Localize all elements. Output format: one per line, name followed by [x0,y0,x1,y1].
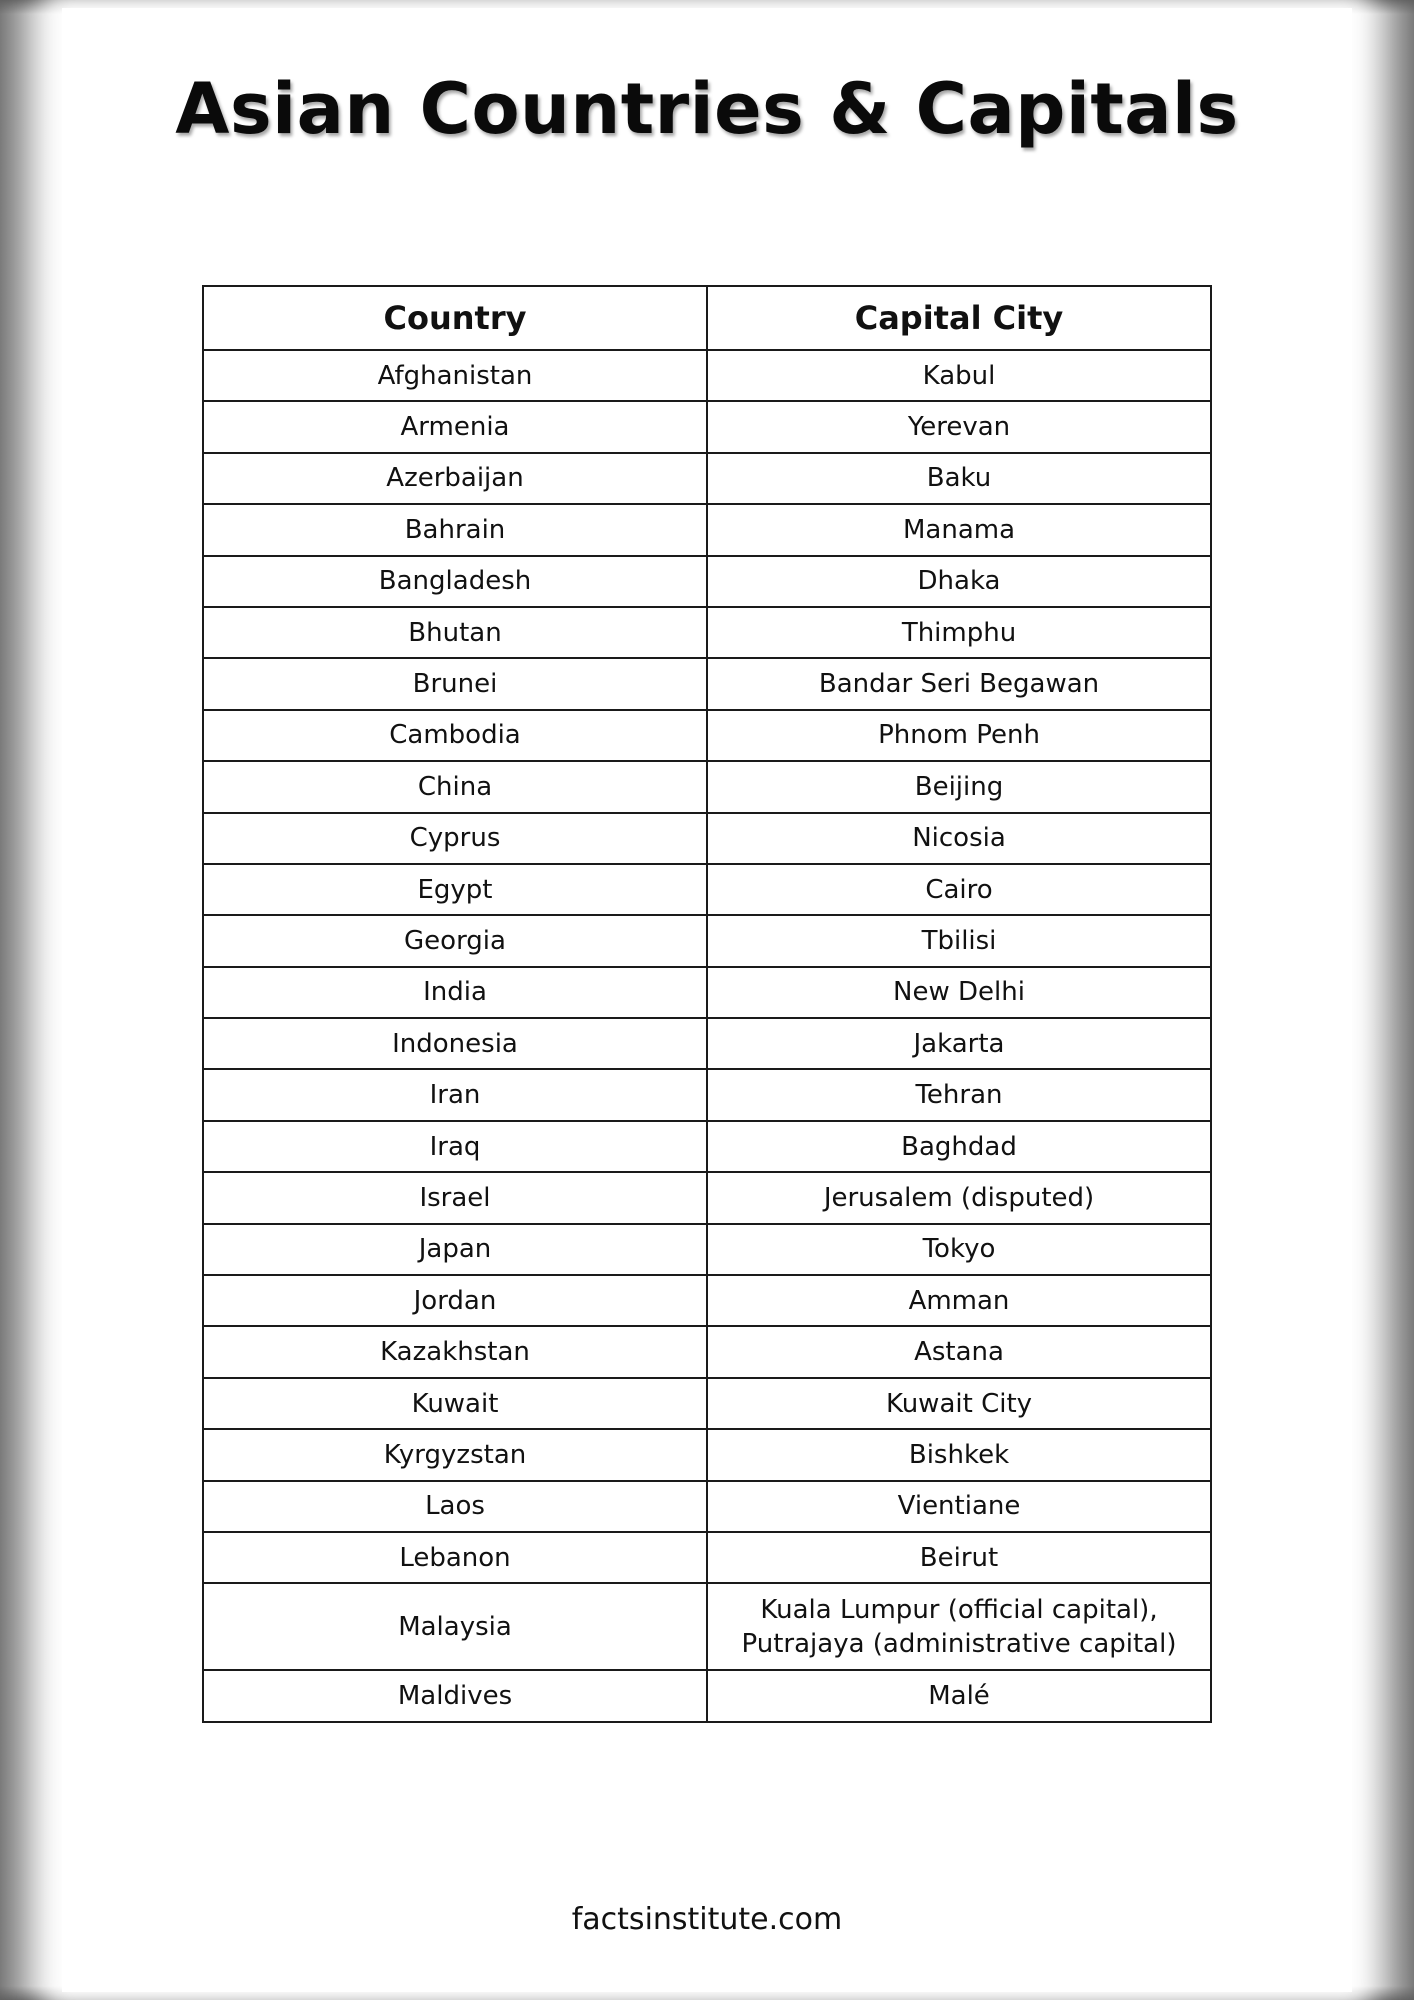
capital-cell: Astana [707,1326,1211,1377]
table-row [203,1069,1211,1120]
capital-cell: Phnom Penh [707,710,1211,761]
country-cell: Afghanistan [203,350,707,401]
country-cell: Azerbaijan [203,453,707,504]
capital-cell: Beijing [707,761,1211,812]
footer-website: factsinstitute.com [571,1902,843,1937]
country-cell: Kazakhstan [203,1326,707,1377]
table-row [203,1275,1211,1326]
country-cell: Lebanon [203,1532,707,1583]
country-cell: China [203,761,707,812]
capital-cell: Manama [707,504,1211,555]
capital-cell: Jerusalem (disputed) [707,1172,1211,1223]
header-country: Country [203,286,707,350]
country-cell: Brunei [203,658,707,709]
table-row [203,761,1211,812]
country-cell: Armenia [203,401,707,452]
table-row [203,1172,1211,1223]
table-row [203,658,1211,709]
header-capital-city: Capital City [707,286,1211,350]
table-row [203,1670,1211,1721]
table-row [203,1532,1211,1583]
countries-capitals-table [202,285,1212,1723]
page-title: Asian Countries & Capitals [175,68,1239,150]
capital-cell: Nicosia [707,813,1211,864]
table-row [203,1326,1211,1377]
capital-cell: Kuala Lumpur (official capital), Putrajaya (administrative capital) [707,1583,1211,1670]
table-row [203,350,1211,401]
capital-cell: Tehran [707,1069,1211,1120]
table-row [203,453,1211,504]
capital-cell: Baku [707,453,1211,504]
country-cell: Kyrgyzstan [203,1429,707,1480]
country-cell: Indonesia [203,1018,707,1069]
country-cell: Bangladesh [203,556,707,607]
table-body [203,350,1211,1722]
table-row [203,556,1211,607]
table-row [203,504,1211,555]
capital-cell: Dhaka [707,556,1211,607]
capital-cell: Tbilisi [707,915,1211,966]
capital-cell: Tokyo [707,1224,1211,1275]
capital-cell: Bishkek [707,1429,1211,1480]
table-row [203,1018,1211,1069]
table-row [203,1429,1211,1480]
capital-cell: Baghdad [707,1121,1211,1172]
capital-cell: Jakarta [707,1018,1211,1069]
capital-cell: Thimphu [707,607,1211,658]
country-cell: Malaysia [203,1583,707,1670]
country-cell: Japan [203,1224,707,1275]
country-cell: Jordan [203,1275,707,1326]
country-cell: Cyprus [203,813,707,864]
table-row [203,864,1211,915]
country-cell: Iran [203,1069,707,1120]
capital-cell: Kabul [707,350,1211,401]
table-row [203,401,1211,452]
country-cell: Laos [203,1481,707,1532]
capital-cell: Kuwait City [707,1378,1211,1429]
country-cell: Kuwait [203,1378,707,1429]
capital-cell: Cairo [707,864,1211,915]
table-row [203,607,1211,658]
table-row [203,1481,1211,1532]
table-row [203,710,1211,761]
country-cell: Bhutan [203,607,707,658]
country-cell: Egypt [203,864,707,915]
country-cell: Cambodia [203,710,707,761]
country-cell: Iraq [203,1121,707,1172]
capital-cell: New Delhi [707,967,1211,1018]
table-row [203,967,1211,1018]
capital-cell: Malé [707,1670,1211,1721]
table-row [203,1378,1211,1429]
table-row [203,915,1211,966]
table-row [203,1583,1211,1670]
table-header-row [203,286,1211,350]
capital-cell: Vientiane [707,1481,1211,1532]
country-cell: Israel [203,1172,707,1223]
table-row [203,1224,1211,1275]
table-row [203,1121,1211,1172]
capital-cell: Beirut [707,1532,1211,1583]
capital-cell: Yerevan [707,401,1211,452]
country-cell: India [203,967,707,1018]
capital-cell: Bandar Seri Begawan [707,658,1211,709]
country-cell: Maldives [203,1670,707,1721]
table-row [203,813,1211,864]
country-cell: Bahrain [203,504,707,555]
capital-cell: Amman [707,1275,1211,1326]
country-cell: Georgia [203,915,707,966]
